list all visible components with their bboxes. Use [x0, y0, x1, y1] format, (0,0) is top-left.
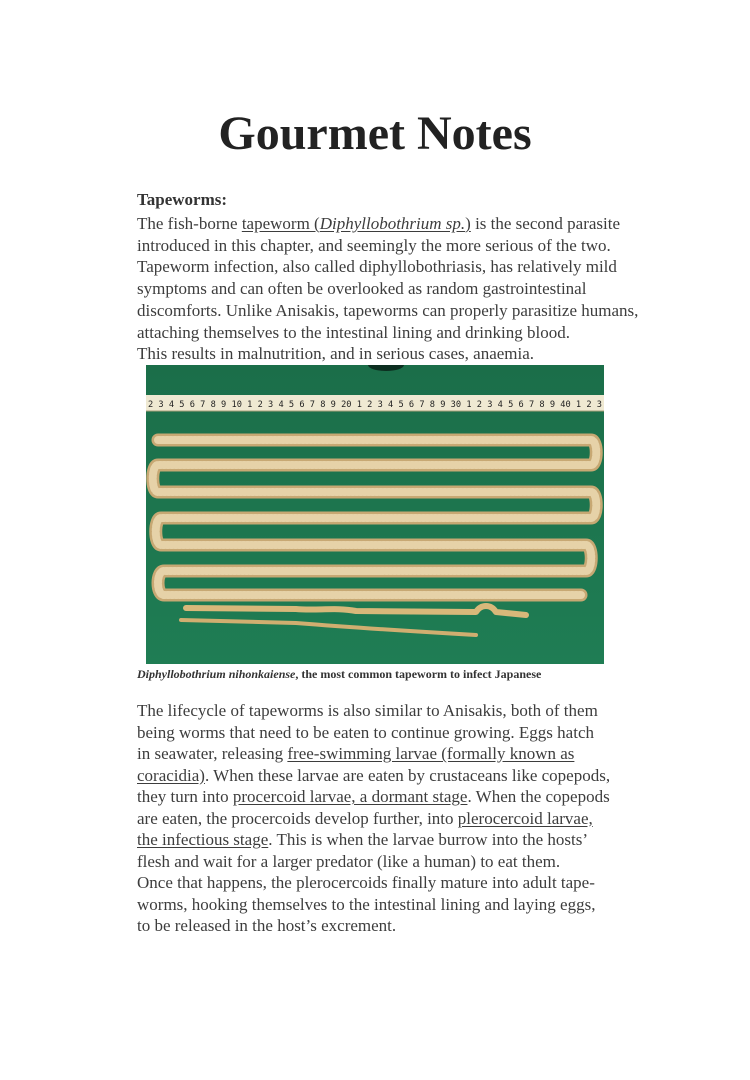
paragraph-line: The lifecycle of tapeworms is also similar to Anisakis, both of them — [137, 701, 598, 720]
infectious-stage-link[interactable]: the infectious stage — [137, 830, 269, 849]
paragraph-line: discomforts. Unlike Anisakis, tapeworms can properly parasitize humans, — [137, 300, 639, 320]
paragraph-line: symptoms and can often be overlooked as random gastrointestinal — [137, 279, 587, 299]
section-heading: Tapeworms: — [137, 190, 228, 209]
link-text: ) — [465, 214, 471, 233]
text-span: . When these larvae are eaten by crustaceans like copepods, — [204, 765, 611, 785]
procercoid-link[interactable]: procercoid larvae, a dormant stage — [232, 787, 468, 806]
paragraph-line: worms, hooking themselves to the intestinal lining and laying eggs, — [137, 894, 596, 914]
paragraph-line — [137, 743, 677, 765]
intro-paragraph — [137, 213, 677, 365]
text-span: in seawater, releasing — [137, 744, 288, 763]
paragraph-line: introduced in this chapter, and seemingly the more serious of the two. — [137, 235, 611, 255]
paragraph-line: This results in malnutrition, and in serious cases, anaemia. — [137, 344, 535, 364]
free-swimming-larvae-link[interactable]: free-swimming larvae (formally known as — [287, 744, 575, 763]
paragraph-line: Tapeworm infection, also called diphyllobothriasis, has relatively mild — [137, 257, 617, 277]
figure-caption — [137, 667, 541, 682]
tapeworm-link[interactable] — [242, 214, 471, 233]
plerocercoid-link[interactable]: plerocercoid larvae, — [457, 808, 593, 828]
text-span: are eaten, the procercoids develop further, into — [137, 808, 458, 828]
paragraph-line: Once that happens, the plerocercoids finally mature into adult tape- — [137, 873, 595, 892]
paragraph-line — [137, 786, 677, 808]
paragraph-line — [137, 808, 677, 830]
text-span: . This is when the larvae burrow into the hosts’ — [268, 830, 589, 849]
paragraph-line: attaching themselves to the intestinal lining and drinking blood. — [137, 322, 570, 342]
lifecycle-paragraph — [137, 700, 677, 937]
text-span: they turn into — [137, 787, 233, 806]
caption-species: Diphyllobothrium nihonkaiense — [137, 667, 296, 681]
paragraph-line: to be released in the host’s excrement. — [137, 916, 397, 935]
link-text: tapeworm ( — [241, 214, 320, 233]
link-text-italic: Diphyllobothrium sp. — [319, 214, 466, 233]
tapeworm-photo — [146, 365, 604, 664]
page-title: Gourmet Notes — [218, 107, 532, 160]
text-span: is the second parasite — [470, 214, 621, 233]
paragraph-line: flesh and wait for a larger predator (like a human) to eat them. — [137, 851, 561, 871]
text-span: The fish-borne — [137, 214, 242, 233]
paragraph-line — [137, 829, 677, 851]
coracidia-link[interactable]: coracidia) — [137, 765, 205, 785]
text-span: . When the copepods — [467, 787, 610, 806]
caption-text: , the most common tapeworm to infect Japanese — [295, 667, 542, 681]
paragraph-line: being worms that need to be eaten to continue growing. Eggs hatch — [137, 722, 594, 742]
paragraph-line — [137, 213, 677, 235]
paragraph-line — [137, 765, 677, 787]
tapeworm-photo-graphic — [146, 365, 604, 664]
ruler-numbers: 2 3 4 5 6 7 8 9 10 1 2 3 4 5 6 7 8 9 20 1 2 3 4 5 6 7 8 9 30 1 2 3 4 5 6 7 8 9 40 1 2 3 — [148, 400, 602, 410]
